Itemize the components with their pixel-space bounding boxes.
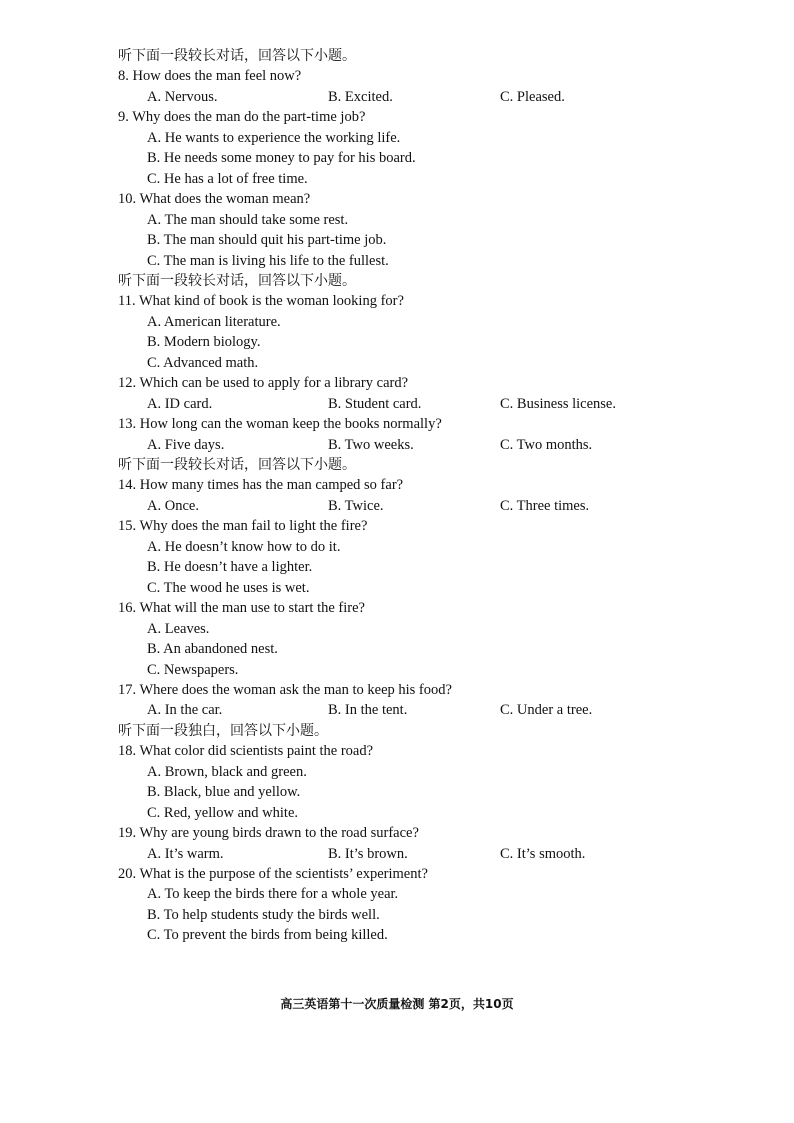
option-row <box>0 782 794 802</box>
option-row <box>0 148 794 168</box>
question-stem-text: 17. Where does the woman ask the man to keep his food? <box>118 681 452 698</box>
answer-option: A. Leaves. <box>147 620 210 637</box>
section-instruction <box>0 455 794 475</box>
question-stem-text: 14. How many times has the man camped so far? <box>118 477 404 494</box>
question-stem <box>0 373 794 393</box>
answer-option: B. An abandoned nest. <box>147 641 278 658</box>
option-row <box>0 332 794 352</box>
question-stem-text: 8. How does the man feel now? <box>118 68 302 85</box>
answer-option: B. He doesn’t have a lighter. <box>147 559 313 576</box>
option-row <box>0 312 794 332</box>
answer-option: B. Two weeks. <box>328 436 414 453</box>
question-stem <box>0 475 794 495</box>
answer-option: B. Modern biology. <box>147 334 261 351</box>
question-stem-text: 15. Why does the man fail to light the fire? <box>118 518 368 535</box>
answer-option: B. He needs some money to pay for his board. <box>147 150 416 167</box>
option-row <box>0 537 794 557</box>
answer-option: C. Newspapers. <box>147 661 239 678</box>
option-row <box>0 87 794 107</box>
section-instruction-text: 听下面一段较长对话，回答以下小题。 <box>118 48 356 64</box>
answer-option: C. Two months. <box>500 436 593 453</box>
answer-option: C. It’s smooth. <box>500 845 586 862</box>
answer-option: B. In the tent. <box>328 702 408 719</box>
option-row <box>0 496 794 516</box>
answer-option: C. Business license. <box>500 395 616 412</box>
answer-option: B. Black, blue and yellow. <box>147 784 301 801</box>
answer-option: B. The man should quit his part-time job. <box>147 232 387 249</box>
answer-option: C. He has a lot of free time. <box>147 170 308 187</box>
question-stem <box>0 864 794 884</box>
answer-option: B. To help students study the birds well. <box>147 906 380 923</box>
option-row <box>0 925 794 945</box>
option-row <box>0 210 794 230</box>
answer-option: A. To keep the birds there for a whole year. <box>147 886 399 903</box>
answer-option: C. To prevent the birds from being killed. <box>147 927 388 944</box>
answer-option: A. Brown, black and green. <box>147 763 307 780</box>
answer-option: B. Student card. <box>328 395 422 412</box>
question-stem-text: 9. Why does the man do the part-time job? <box>118 109 366 126</box>
page-footer: 高三英语第十一次质量检测 第2页，共10页 <box>280 997 514 1011</box>
question-stem-text: 10. What does the woman mean? <box>118 191 311 208</box>
question-stem <box>0 741 794 761</box>
question-stem <box>0 516 794 536</box>
section-instruction <box>0 271 794 291</box>
section-instruction <box>0 721 794 741</box>
option-row <box>0 435 794 455</box>
answer-option: C. Advanced math. <box>147 354 259 371</box>
section-instruction <box>0 46 794 66</box>
option-row <box>0 700 794 720</box>
answer-option: A. He doesn’t know how to do it. <box>147 538 341 555</box>
option-row <box>0 639 794 659</box>
answer-option: A. He wants to experience the working life. <box>147 129 401 146</box>
option-row <box>0 762 794 782</box>
question-stem <box>0 680 794 700</box>
question-stem <box>0 107 794 127</box>
question-stem <box>0 291 794 311</box>
answer-option: C. Red, yellow and white. <box>147 804 299 821</box>
question-stem <box>0 414 794 434</box>
answer-option: A. Once. <box>147 497 199 514</box>
answer-option: C. Three times. <box>500 497 590 514</box>
question-stem-text: 19. Why are young birds drawn to the road surface? <box>118 825 419 842</box>
answer-option: A. American literature. <box>147 313 281 330</box>
question-stem <box>0 66 794 86</box>
answer-option: B. Excited. <box>328 88 393 105</box>
question-stem-text: 16. What will the man use to start the fire? <box>118 600 365 617</box>
option-row <box>0 844 794 864</box>
answer-option: A. ID card. <box>147 395 213 412</box>
section-instruction-text: 听下面一段较长对话，回答以下小题。 <box>118 272 356 289</box>
question-stem-text: 13. How long can the woman keep the books normally? <box>118 416 442 433</box>
option-row <box>0 394 794 414</box>
question-stem <box>0 823 794 843</box>
answer-option: A. The man should take some rest. <box>147 211 349 228</box>
question-stem-text: 18. What color did scientists paint the road? <box>118 743 374 760</box>
option-row <box>0 905 794 925</box>
question-stem <box>0 189 794 209</box>
answer-option: A. Nervous. <box>147 88 218 105</box>
section-instruction-text: 听下面一段独白，回答以下小题。 <box>118 722 328 739</box>
section-instruction-text: 听下面一段较长对话，回答以下小题。 <box>118 457 356 473</box>
option-row <box>0 251 794 271</box>
answer-option: C. Pleased. <box>500 88 565 105</box>
question-stem-text: 20. What is the purpose of the scientists’ experiment? <box>118 866 428 882</box>
option-row <box>0 169 794 189</box>
question-stem-text: 11. What kind of book is the woman looking for? <box>118 293 404 310</box>
question-stem-text: 12. Which can be used to apply for a library card? <box>118 375 409 392</box>
option-row <box>0 128 794 148</box>
answer-option: B. It’s brown. <box>328 845 408 862</box>
question-stem <box>0 598 794 618</box>
answer-option: C. Under a tree. <box>500 702 593 719</box>
answer-option: A. In the car. <box>147 702 223 719</box>
option-row <box>0 803 794 823</box>
option-row <box>0 619 794 639</box>
option-row <box>0 884 794 904</box>
option-row <box>0 230 794 250</box>
answer-option: A. It’s warm. <box>147 845 224 862</box>
option-row <box>0 660 794 680</box>
answer-option: A. Five days. <box>147 436 225 453</box>
option-row <box>0 353 794 373</box>
answer-option: C. The man is living his life to the fullest. <box>147 252 389 269</box>
option-row <box>0 557 794 577</box>
answer-option: B. Twice. <box>328 497 384 514</box>
option-row <box>0 578 794 598</box>
answer-option: C. The wood he uses is wet. <box>147 579 310 596</box>
